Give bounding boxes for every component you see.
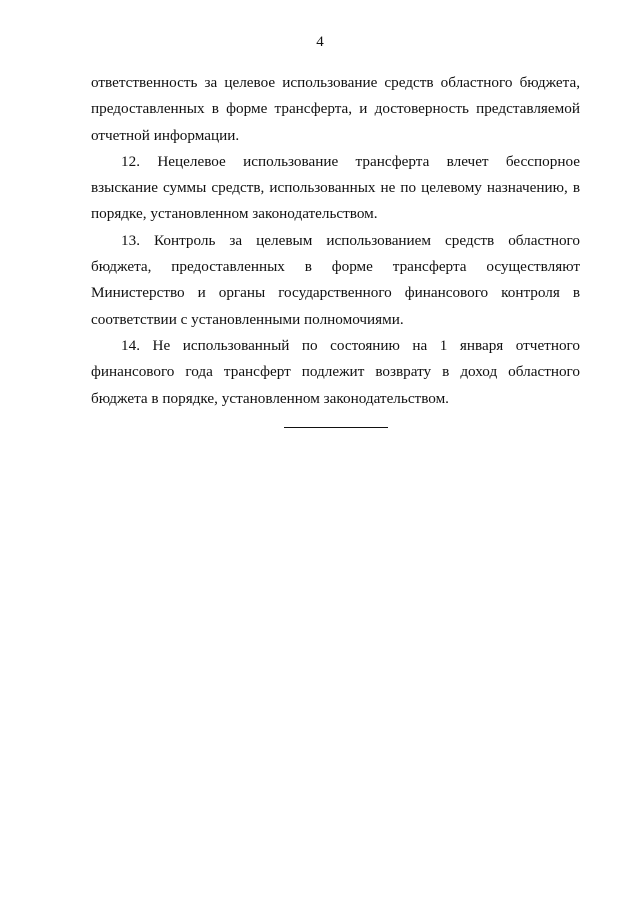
paragraph-item-12: 12. Нецелевое использование трансферта влечет бесспорное взыскание суммы средств, использованных не по целевому назначению, в порядке, установленном законодательством. <box>91 152 580 223</box>
end-of-document-rule <box>284 427 388 428</box>
paragraph-item-14: 14. Не использованный по состоянию на 1 января отчетного финансового года трансферт подлежит возврату в доход областного бюджета в порядке, установленном законодательством. <box>91 336 580 407</box>
page-number: 4 <box>316 34 324 50</box>
paragraph-item-13: 13. Контроль за целевым использованием средств областного бюджета, предоставленных в форме трансферта осуществляют Министерство и органы государственного финансового контроля в соответствии с установленными полномочиями. <box>91 231 580 328</box>
paragraph-continuation: ответственность за целевое использование средств областного бюджета, предоставленных в форме трансферта, и достоверность представляемой отчетной информации. <box>91 74 580 144</box>
document-body <box>91 70 580 412</box>
